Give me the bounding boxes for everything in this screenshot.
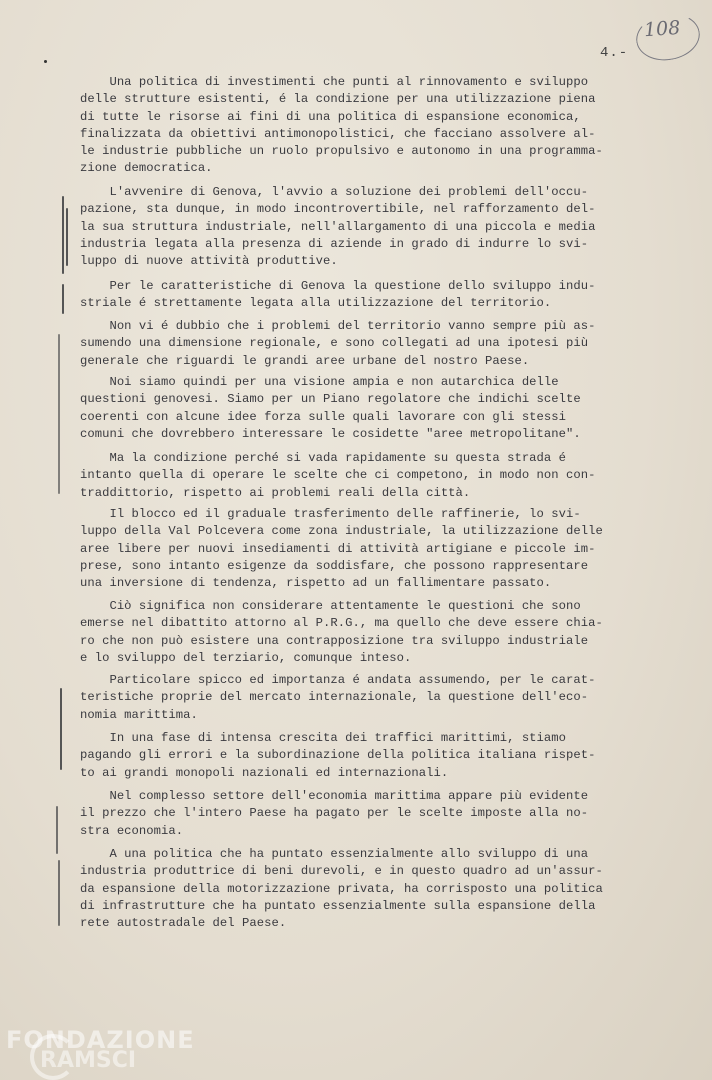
paragraph-4: Non vi é dubbio che i problemi del territorio vanno sempre più as- sumendo una dimensione regionale, e sono collegati ad una ipotesi più generale che riguardi le grandi aree urbane del nostro Paese. xyxy=(80,319,596,368)
watermark-line-1: FONDAZIONE xyxy=(6,1026,195,1054)
ink-dot xyxy=(44,60,47,63)
margin-mark-2 xyxy=(66,208,68,266)
margin-mark-3 xyxy=(62,284,64,314)
paragraph-1: Una politica di investimenti che punti al rinnovamento e sviluppo delle strutture esistenti, é la condizione per una utilizzazione piena di tutte le risorse ai fini di una politica di espansione economica, finalizzata da obiettivi antimonopolistici, che facciano assolvere al- le industrie pubbliche un ruolo propulsivo e autonomo in una programma- zione democratica. xyxy=(80,75,603,176)
paragraph-11: Nel complesso settore dell'economia marittima appare più evidente il prezzo che l'intero Paese ha pagato per le scelte imposte alla no- stra economia. xyxy=(80,789,589,838)
paragraph-8: Ciò significa non considerare attentamente le questioni che sono emerse nel dibattito attorno al P.R.G., ma quello che deve essere chia- ro che non può esistere una contrapposizione tra sviluppo industriale e lo sviluppo del terziario, comunque inteso. xyxy=(80,599,603,665)
paragraph-12: A una politica che ha puntato essenzialmente allo sviluppo di una industria produttrice di beni durevoli, e in questo quadro ad un'assur- da espansione della motorizzazione privata, ha corrisposto una politica di infrastrutture che ha puntato essenzialmente sulla espansione della rete autostradale del Paese. xyxy=(80,847,603,931)
paragraph-6: Ma la condizione perché si vada rapidamente su questa strada é intanto quella di operare le scelte che ci competono, in modo non con- traddittorio, rispetto ai problemi reali della città. xyxy=(80,451,596,500)
margin-mark-4 xyxy=(58,334,60,494)
paragraph-9: Particolare spicco ed importanza é andata assumendo, per le carat- teristiche proprie del mercato internazionale, la questione dell'eco- nomia marittima. xyxy=(80,673,596,722)
margin-mark-7 xyxy=(58,860,60,926)
watermark-line-2: RAMSCI xyxy=(40,1048,137,1073)
paragraph-3: Per le caratteristiche di Genova la questione dello sviluppo indu- striale é strettamente legata alla utilizzazione del territorio. xyxy=(80,279,596,311)
archive-number: 108 xyxy=(643,16,681,42)
paragraph-7: Il blocco ed il graduale trasferimento delle raffinerie, lo svi- luppo della Val Polcevera come zona industriale, la utilizzazione delle aree libere per nuovi insediamenti di attività artigiane e piccole im- prese, sono intanto esigenze da soddisfare, che possono rappresentare una inversione di tendenza, rispetto ad un fallimentare passato. xyxy=(80,507,603,591)
page-number: 4.- xyxy=(600,45,629,61)
paragraph-10: In una fase di intensa crescita dei traffici marittimi, stiamo pagando gli errori e la subordinazione della politica italiana rispet- to ai grandi monopoli nazionali ed internazionali. xyxy=(80,731,596,780)
margin-mark-1 xyxy=(62,196,64,274)
margin-mark-5 xyxy=(60,688,62,770)
paragraph-2: L'avvenire di Genova, l'avvio a soluzione dei problemi dell'occu- pazione, sta dunque, in modo incontrovertibile, nel rafforzamento del- la sua struttura industriale, nell'allargamento di una piccola e media industria legata alla presenza di aziende in grado di indurre lo svi- luppo di nuove attività produttive. xyxy=(80,185,596,269)
paragraph-5: Noi siamo quindi per una visione ampia e non autarchica delle questioni genovesi. Siamo per un Piano regolatore che indichi scelte coerenti con alcune idee forza sulle quali lavorare con gli stessi comuni che dovrebbero interessare le cosidette "aree metropolitane". xyxy=(80,375,581,441)
margin-mark-6 xyxy=(56,806,58,854)
